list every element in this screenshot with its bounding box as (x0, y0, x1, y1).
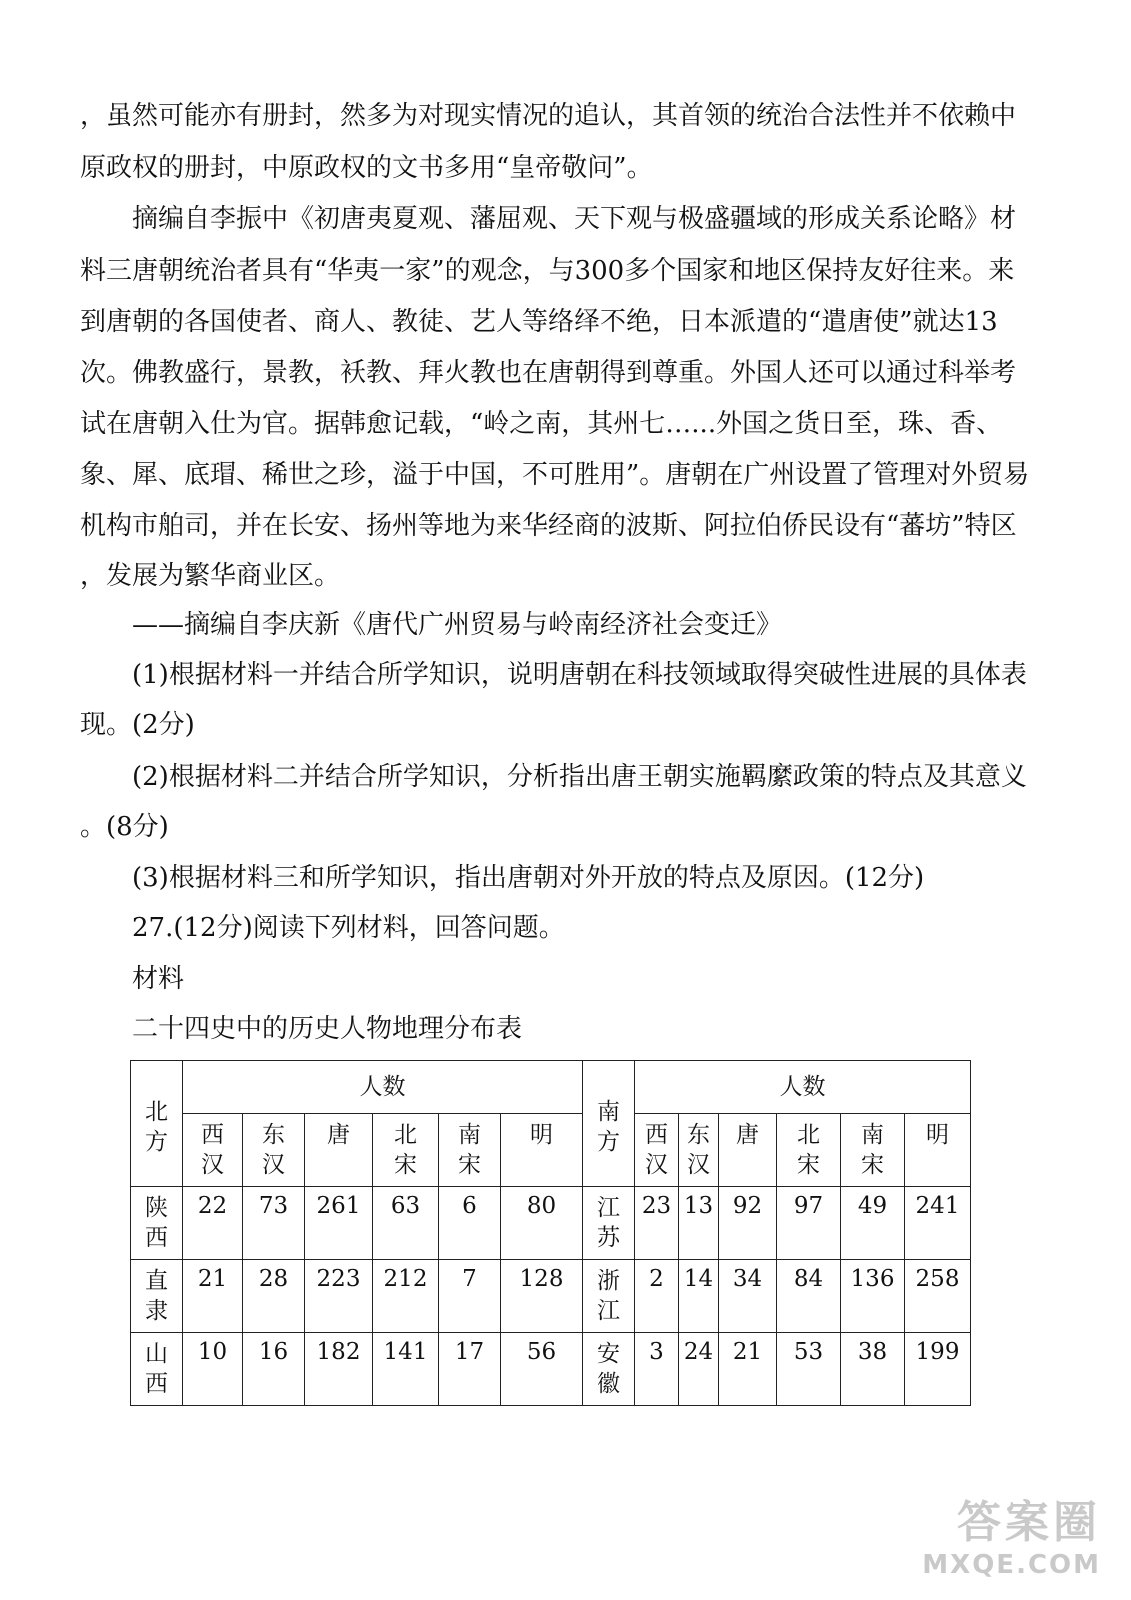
table-row (131, 1333, 971, 1406)
question-2: (2)根据材料二并结合所学知识，分析指出唐王朝实施羁縻政策的特点及其意义 (132, 762, 1027, 792)
text-line: 次。佛教盛行，景教，袄教、拜火教也在唐朝得到尊重。外国人还可以通过科举考 (80, 358, 1017, 388)
text-line: 料三唐朝统治者具有“华夷一家”的观念，与300多个国家和地区保持友好往来。来 (80, 256, 1015, 286)
source-citation: ——摘编自李庆新《唐代广州贸易与岭南经济社会变迁》 (132, 610, 783, 640)
value-cell: 14 (679, 1260, 719, 1333)
table-row (131, 1260, 971, 1333)
south-region-cell: 江苏 (583, 1187, 635, 1260)
distribution-table (130, 1060, 971, 1406)
value-cell: 63 (373, 1187, 439, 1260)
value-cell: 199 (905, 1333, 971, 1406)
value-cell: 17 (439, 1333, 501, 1406)
value-cell: 6 (439, 1187, 501, 1260)
value-cell: 182 (305, 1333, 373, 1406)
period-header: 北宋 (373, 1114, 439, 1187)
period-header: 唐 (305, 1114, 373, 1187)
value-cell: 13 (679, 1187, 719, 1260)
value-cell: 2 (635, 1260, 679, 1333)
value-cell: 38 (841, 1333, 905, 1406)
value-cell: 84 (777, 1260, 841, 1333)
value-cell: 92 (719, 1187, 777, 1260)
value-cell: 7 (439, 1260, 501, 1333)
north-header-cell: 北方 (131, 1061, 183, 1187)
value-cell: 258 (905, 1260, 971, 1333)
value-cell: 261 (305, 1187, 373, 1260)
period-header: 东汉 (679, 1114, 719, 1187)
south-header-cell: 南方 (583, 1061, 635, 1187)
north-region-cell: 山西 (131, 1333, 183, 1406)
question-1: (1)根据材料一并结合所学知识，说明唐朝在科技领域取得突破性进展的具体表 (132, 660, 1027, 690)
watermark-logo (922, 1486, 1101, 1580)
value-cell: 21 (719, 1333, 777, 1406)
question-1-points: 现。(2分) (80, 710, 195, 740)
people-header-south: 人数 (635, 1061, 971, 1114)
text-line: 试在唐朝入仕为官。据韩愈记载，“岭之南，其州七…...外国之货日至，珠、香、 (80, 409, 1003, 439)
value-cell: 241 (905, 1187, 971, 1260)
value-cell: 53 (777, 1333, 841, 1406)
value-cell: 80 (501, 1187, 583, 1260)
text-line: ，发展为繁华商业区。 (80, 561, 341, 591)
text-line: 摘编自李振中《初唐夷夏观、藩屈观、天下观与极盛疆域的形成关系论略》材 (132, 204, 1017, 234)
value-cell: 223 (305, 1260, 373, 1333)
value-cell: 56 (501, 1333, 583, 1406)
value-cell: 97 (777, 1187, 841, 1260)
value-cell: 16 (243, 1333, 305, 1406)
value-cell: 34 (719, 1260, 777, 1333)
north-region-cell: 直隶 (131, 1260, 183, 1333)
watermark-url: MXQE.COM (922, 1550, 1101, 1580)
period-header: 东汉 (243, 1114, 305, 1187)
value-cell: 128 (501, 1260, 583, 1333)
table-caption: 二十四史中的历史人物地理分布表 (132, 1014, 523, 1044)
value-cell: 10 (183, 1333, 243, 1406)
value-cell: 212 (373, 1260, 439, 1333)
period-header: 明 (905, 1114, 971, 1187)
period-header: 北宋 (777, 1114, 841, 1187)
value-cell: 28 (243, 1260, 305, 1333)
period-header: 南宋 (439, 1114, 501, 1187)
period-header: 西汉 (635, 1114, 679, 1187)
north-region-cell: 陕西 (131, 1187, 183, 1260)
value-cell: 136 (841, 1260, 905, 1333)
text-line: ，虽然可能亦有册封，然多为对现实情况的追认，其首领的统治合法性并不依赖中 (80, 101, 1017, 131)
value-cell: 141 (373, 1333, 439, 1406)
period-header: 明 (501, 1114, 583, 1187)
value-cell: 22 (183, 1187, 243, 1260)
question-2-points: 。(8分) (80, 812, 169, 842)
period-header: 南宋 (841, 1114, 905, 1187)
question-3: (3)根据材料三和所学知识，指出唐朝对外开放的特点及原因。(12分) (132, 863, 925, 893)
text-line: 象、犀、底瑁、稀世之珍，溢于中国，不可胜用”。唐朝在广州设置了管理对外贸易 (80, 460, 1030, 490)
material-label: 材料 (132, 964, 185, 994)
value-cell: 21 (183, 1260, 243, 1333)
table-row (131, 1187, 971, 1260)
value-cell: 24 (679, 1333, 719, 1406)
south-region-cell: 安徽 (583, 1333, 635, 1406)
south-region-cell: 浙江 (583, 1260, 635, 1333)
text-line: 到唐朝的各国使者、商人、教徒、艺人等络绎不绝，日本派遣的“遣唐使”就达13 (80, 307, 998, 337)
question-27: 27.(12分)阅读下列材料，回答问题。 (132, 913, 565, 943)
value-cell: 49 (841, 1187, 905, 1260)
text-line: 机构市舶司，并在长安、扬州等地为来华经商的波斯、阿拉伯侨民设有“蕃坊”特区 (80, 511, 1017, 541)
value-cell: 23 (635, 1187, 679, 1260)
watermark-text: 答案圈 (957, 1497, 1101, 1548)
text-line: 原政权的册封，中原政权的文书多用“皇帝敬问”。 (80, 153, 653, 183)
people-header-north: 人数 (183, 1061, 583, 1114)
value-cell: 73 (243, 1187, 305, 1260)
value-cell: 3 (635, 1333, 679, 1406)
period-header: 唐 (719, 1114, 777, 1187)
period-header: 西汉 (183, 1114, 243, 1187)
